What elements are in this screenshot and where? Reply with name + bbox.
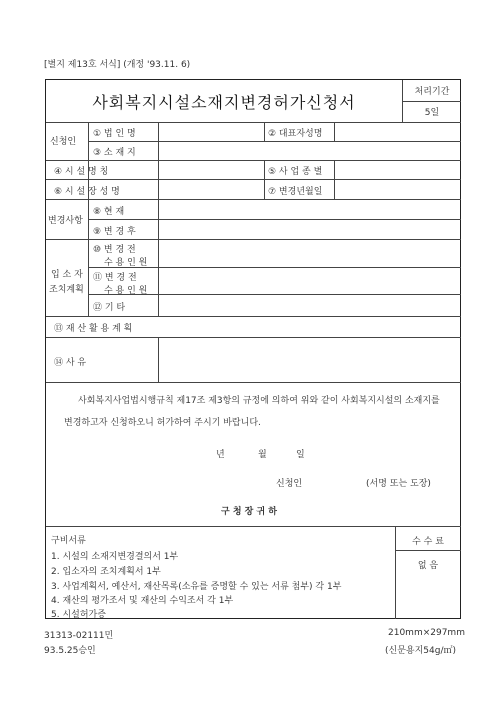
form-title: 사회복지시설소재지변경허가신청서 bbox=[92, 92, 356, 112]
other-label: ⑫ 기 타 bbox=[93, 303, 126, 313]
signature-note: (서명 또는 도장) bbox=[366, 479, 431, 489]
facility-name-label: ④ 시 설 명 칭 bbox=[54, 167, 109, 177]
application-form bbox=[45, 79, 461, 619]
divider bbox=[88, 199, 89, 316]
paper-type: (신문용지54g/㎡) bbox=[385, 646, 456, 656]
processing-value: 5일 bbox=[424, 108, 440, 118]
divider bbox=[264, 122, 265, 141]
attachment-item: 3. 사업계획서, 예산서, 재산목록(소유를 증명할 수 있는 서류 첨부) 각 1부 bbox=[51, 582, 342, 592]
attachment-item: 2. 입소자의 조치계획서 1부 bbox=[51, 567, 161, 577]
corp-name-label: ① 법 인 명 bbox=[93, 129, 136, 139]
divider bbox=[46, 179, 461, 180]
business-type-label: ⑤ 사 업 종 별 bbox=[268, 167, 323, 177]
divider bbox=[46, 526, 461, 527]
change-date-label: ⑦ 변경년월일 bbox=[268, 187, 323, 197]
fee-label: 수 수 료 bbox=[412, 537, 444, 547]
attachment-item: 1. 시설의 소재지변경결의서 1부 bbox=[51, 552, 179, 562]
change-group-label: 변경사항 bbox=[48, 216, 83, 226]
resident-group-label-1: 입 소 자 bbox=[51, 270, 83, 280]
fee-value: 없 음 bbox=[417, 561, 439, 571]
attachment-item: 5. 시설허가증 bbox=[51, 610, 106, 620]
before-capacity-label: 수 용 인 원 bbox=[104, 258, 148, 268]
date-month: 월 bbox=[258, 450, 267, 460]
after-change-label: ⑪ 변 경 전 bbox=[93, 273, 137, 283]
representative-label: ② 대표자성명 bbox=[268, 129, 323, 139]
facility-head-label: ⑥ 시 설 장 성 명 bbox=[54, 187, 120, 197]
divider bbox=[46, 337, 461, 338]
current-label: ⑧ 현 재 bbox=[93, 207, 125, 217]
application-statement: 사회복지사업법시행규칙 제17조 제3항의 규정에 의하여 위와 같이 사회복지시설의 소재지를 변경하고자 신청하오니 허가하여 주시기 바랍니다. bbox=[64, 396, 440, 428]
attachment-item: 4. 재산의 평가조서 및 재산의 수익조서 각 1부 bbox=[51, 596, 234, 606]
form-code: 31313-02111민 bbox=[44, 631, 114, 641]
address-label: ③ 소 재 지 bbox=[93, 148, 136, 158]
divider bbox=[46, 122, 461, 123]
divider bbox=[395, 550, 461, 551]
reason-label: ⑭ 사 유 bbox=[54, 358, 87, 368]
attachments-heading: 구비서류 bbox=[51, 536, 86, 546]
divider bbox=[158, 122, 159, 316]
signature-label: 신청인 bbox=[276, 479, 303, 489]
divider bbox=[88, 141, 461, 142]
divider bbox=[88, 219, 461, 220]
divider bbox=[158, 337, 159, 382]
processing-label: 처리기간 bbox=[414, 87, 450, 97]
form-header: [별지 제13호 서식] (개정 '93.11. 6) bbox=[44, 60, 191, 70]
after-capacity-label: 수 용 인 원 bbox=[104, 286, 148, 296]
applicant-group-label: 신청인 bbox=[50, 137, 77, 147]
divider bbox=[46, 160, 461, 161]
after-label: ⑨ 변 경 후 bbox=[93, 227, 136, 237]
date-day: 일 bbox=[296, 450, 305, 460]
divider bbox=[264, 160, 265, 199]
divider bbox=[402, 101, 461, 102]
divider bbox=[395, 526, 396, 619]
divider bbox=[46, 316, 461, 317]
divider bbox=[46, 199, 461, 200]
date-year: 년 bbox=[216, 450, 225, 460]
addressee: 구 청 장 귀 하 bbox=[221, 507, 278, 517]
paper-size: 210mm×297mm bbox=[388, 628, 465, 638]
divider bbox=[334, 122, 335, 141]
divider bbox=[46, 239, 461, 240]
property-use-label: ⑬ 재 산 활 용 계 획 bbox=[54, 324, 133, 334]
divider bbox=[334, 160, 335, 199]
divider bbox=[46, 382, 461, 383]
approval-date: 93.5.25승인 bbox=[44, 646, 96, 656]
before-change-label: ⑩ 변 경 전 bbox=[93, 245, 136, 255]
resident-group-label-2: 조치계획 bbox=[49, 285, 84, 295]
